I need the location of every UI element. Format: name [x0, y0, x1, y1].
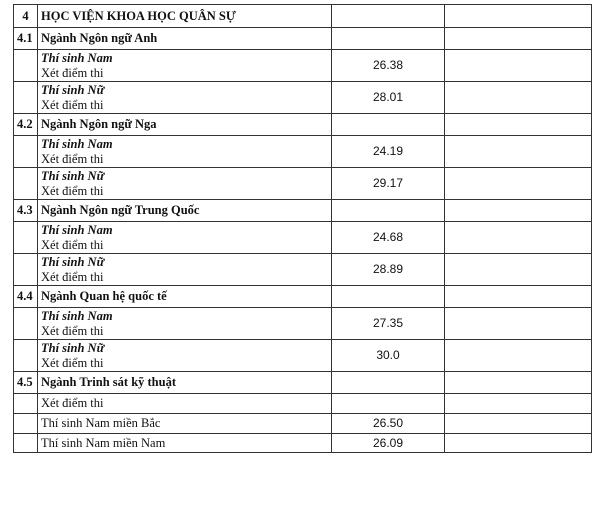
group-label: Thí sinh Nữ [41, 82, 105, 97]
section-title: Ngành Ngôn ngữ Nga [38, 114, 332, 136]
table-row [14, 168, 592, 200]
empty-cell [445, 308, 592, 340]
method-label: Xét điểm thi [41, 97, 104, 112]
score-cell: 28.01 [332, 82, 445, 114]
table-row [14, 414, 592, 434]
empty-cell [332, 5, 445, 28]
group-label: Thí sinh Nữ [41, 340, 105, 355]
empty-cell [14, 168, 38, 200]
table-row [14, 434, 592, 453]
empty-cell [445, 340, 592, 372]
group-cell [38, 308, 332, 340]
method-label: Xét điểm thi [41, 355, 104, 370]
section-row [14, 372, 592, 394]
empty-cell [332, 286, 445, 308]
group-label: Thí sinh Nam [41, 308, 113, 323]
section-row [14, 200, 592, 222]
empty-cell [14, 82, 38, 114]
empty-cell [14, 434, 38, 453]
empty-cell [14, 308, 38, 340]
empty-cell [332, 114, 445, 136]
section-title: Ngành Quan hệ quốc tế [38, 286, 332, 308]
empty-cell [445, 28, 592, 50]
table-row [14, 308, 592, 340]
empty-cell [445, 5, 592, 28]
section-number: 4.4 [14, 286, 38, 308]
group-label: Thí sinh Nam [41, 136, 113, 151]
section-row [14, 286, 592, 308]
score-cell: 26.50 [332, 414, 445, 434]
institution-number: 4 [14, 5, 38, 28]
method-label: Xét điểm thi [41, 151, 104, 166]
score-cell: 29.17 [332, 168, 445, 200]
section-number: 4.1 [14, 28, 38, 50]
institution-name: HỌC VIỆN KHOA HỌC QUÂN SỰ [38, 5, 332, 28]
empty-cell [445, 114, 592, 136]
empty-cell [332, 394, 445, 414]
row-label: Thí sinh Nam miền Nam [38, 434, 332, 453]
score-cell: 24.68 [332, 222, 445, 254]
empty-cell [14, 340, 38, 372]
score-cell: 30.0 [332, 340, 445, 372]
group-cell [38, 222, 332, 254]
empty-cell [332, 372, 445, 394]
group-cell [38, 168, 332, 200]
group-cell [38, 82, 332, 114]
method-label: Xét điểm thi [41, 237, 104, 252]
table-row [14, 340, 592, 372]
empty-cell [445, 414, 592, 434]
method-label: Xét điểm thi [41, 183, 104, 198]
section-number: 4.3 [14, 200, 38, 222]
empty-cell [14, 414, 38, 434]
group-cell [38, 340, 332, 372]
score-cell: 26.38 [332, 50, 445, 82]
empty-cell [445, 136, 592, 168]
table-row [14, 82, 592, 114]
empty-cell [14, 394, 38, 414]
empty-cell [445, 50, 592, 82]
empty-cell [445, 200, 592, 222]
empty-cell [445, 286, 592, 308]
group-label: Thí sinh Nam [41, 222, 113, 237]
section-number: 4.5 [14, 372, 38, 394]
method-label: Xét điểm thi [38, 394, 332, 414]
institution-row [14, 5, 592, 28]
empty-cell [14, 222, 38, 254]
table-row [14, 254, 592, 286]
empty-cell [445, 168, 592, 200]
section-row [14, 114, 592, 136]
table-row [14, 222, 592, 254]
section-title: Ngành Ngôn ngữ Anh [38, 28, 332, 50]
group-cell [38, 254, 332, 286]
empty-cell [445, 372, 592, 394]
section-row [14, 28, 592, 50]
method-label: Xét điểm thi [41, 65, 104, 80]
group-label: Thí sinh Nữ [41, 168, 105, 183]
table-row [14, 136, 592, 168]
score-cell: 28.89 [332, 254, 445, 286]
empty-cell [445, 394, 592, 414]
group-cell [38, 136, 332, 168]
section-number: 4.2 [14, 114, 38, 136]
method-label: Xét điểm thi [41, 269, 104, 284]
method-label: Xét điểm thi [41, 323, 104, 338]
group-label: Thí sinh Nam [41, 50, 113, 65]
group-cell [38, 50, 332, 82]
score-cell: 26.09 [332, 434, 445, 453]
empty-cell [445, 434, 592, 453]
empty-cell [14, 50, 38, 82]
section-title: Ngành Trinh sát kỹ thuật [38, 372, 332, 394]
score-cell: 24.19 [332, 136, 445, 168]
empty-cell [14, 254, 38, 286]
section-title: Ngành Ngôn ngữ Trung Quốc [38, 200, 332, 222]
row-label: Thí sinh Nam miền Bắc [38, 414, 332, 434]
empty-cell [445, 254, 592, 286]
group-label: Thí sinh Nữ [41, 254, 105, 269]
empty-cell [445, 82, 592, 114]
empty-cell [445, 222, 592, 254]
admission-score-table [13, 4, 592, 453]
empty-cell [332, 28, 445, 50]
table-row [14, 50, 592, 82]
table-row [14, 394, 592, 414]
empty-cell [332, 200, 445, 222]
empty-cell [14, 136, 38, 168]
score-cell: 27.35 [332, 308, 445, 340]
